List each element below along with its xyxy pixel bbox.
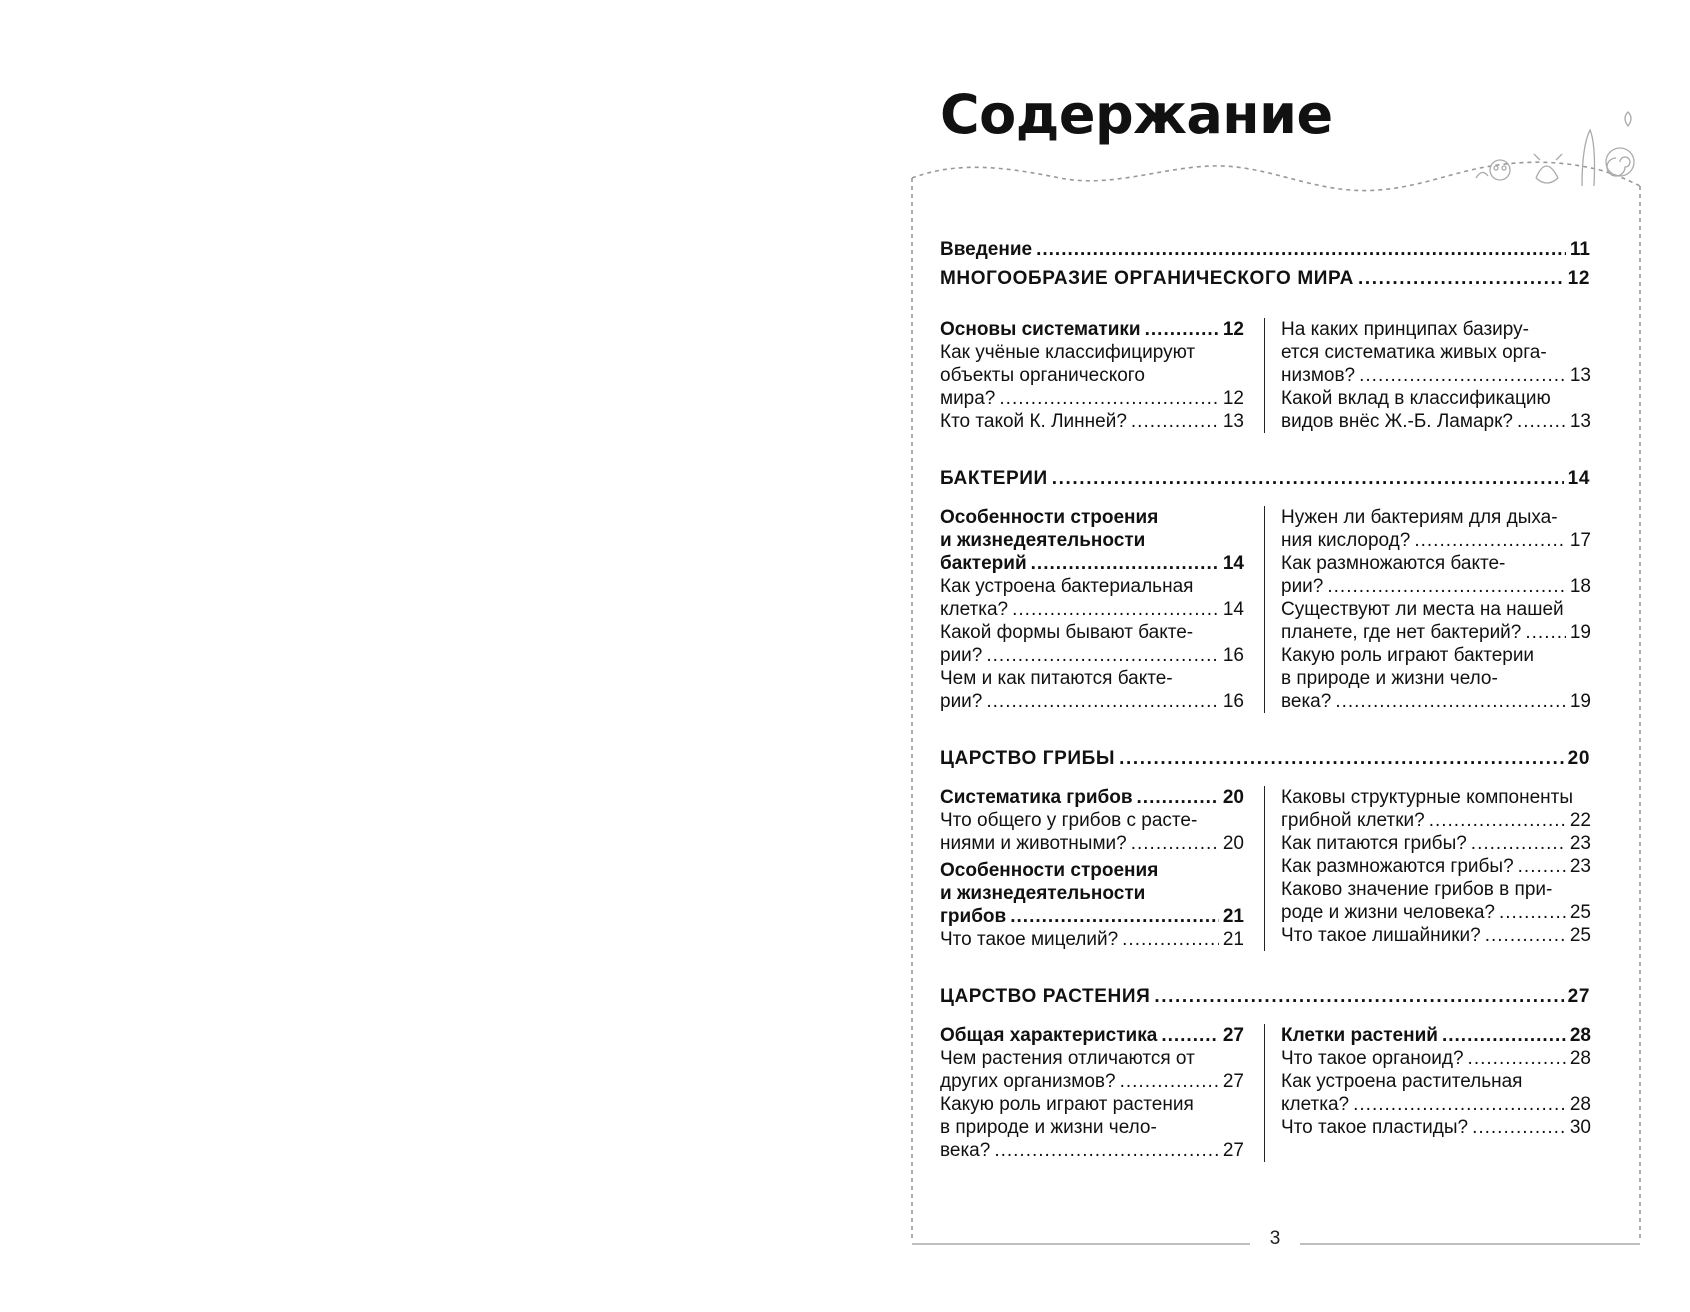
toc-page: 14 [1222, 553, 1244, 574]
toc-entry[interactable] [1281, 1070, 1591, 1116]
toc-entry[interactable] [1281, 878, 1591, 924]
toc-label: Как питаются грибы? [1281, 833, 1467, 854]
toc-page: 27 [1222, 1025, 1244, 1046]
skull-icon [1490, 160, 1510, 180]
toc-label: клетка? [940, 599, 1009, 620]
toc-line: Чем растения отличаются от [940, 1048, 1195, 1069]
toc-label: роде и жизни человека? [1281, 902, 1495, 923]
toc-block-systematics [940, 318, 1590, 433]
toc-subhead[interactable] [940, 1024, 1244, 1047]
toc-line: Какую роль играют растения [940, 1094, 1194, 1115]
toc-label: Что такое пластиды? [1281, 1117, 1469, 1138]
page-number: 3 [1269, 1228, 1281, 1249]
toc-page: 23 [1569, 856, 1591, 877]
toc-label: Основы систематики [940, 319, 1141, 340]
toc-section-bacteria[interactable] [940, 467, 1590, 490]
toc-page: 25 [1569, 902, 1591, 923]
toc-entry[interactable] [1281, 552, 1591, 598]
toc-entry[interactable] [1281, 924, 1591, 947]
toc-label: Как размножаются грибы? [1281, 856, 1514, 877]
toc-section-plants[interactable] [940, 985, 1590, 1008]
toc-page: 19 [1569, 691, 1591, 712]
toc-label: Общая характеристика [940, 1025, 1158, 1046]
toc-entry[interactable] [940, 621, 1244, 667]
pin-icon [1625, 112, 1631, 126]
toc-label: века? [940, 1140, 991, 1161]
toc-label: рии? [940, 645, 983, 666]
wavy-border [912, 162, 1640, 190]
toc-line: Как учёные классифицируют [940, 342, 1196, 363]
toc-entry[interactable] [940, 667, 1244, 713]
toc-column-left [940, 506, 1244, 713]
toc-label: ниями и животными? [940, 833, 1127, 854]
toc-page: 13 [1222, 411, 1244, 432]
toc-line: Какой формы бывают бакте- [940, 622, 1194, 643]
toc-label: низмов? [1281, 365, 1356, 386]
toc-page: 27 [1567, 986, 1590, 1007]
toc-line: Что общего у грибов с расте- [940, 810, 1198, 831]
toc-line: Нужен ли бактериям для дыха- [1281, 507, 1558, 528]
toc-label: МНОГООБРАЗИЕ ОРГАНИЧЕСКОГО МИРА [940, 268, 1354, 289]
toc-entry[interactable] [1281, 1116, 1591, 1139]
toc-label: Клетки растений [1281, 1025, 1438, 1046]
toc-page: 28 [1569, 1025, 1591, 1046]
toc-label: БАКТЕРИИ [940, 468, 1048, 489]
toc-page: 12 [1567, 268, 1590, 289]
toc-label: бактерий [940, 553, 1027, 574]
toc-block-plants [940, 1024, 1590, 1162]
toc-label: Кто такой К. Линней? [940, 411, 1127, 432]
toc-label: ЦАРСТВО ГРИБЫ [940, 748, 1116, 769]
toc-label: других организмов? [940, 1071, 1116, 1092]
toc-line: Как устроена растительная [1281, 1071, 1523, 1092]
toc-entry[interactable] [940, 1047, 1244, 1093]
toc-page: 13 [1569, 365, 1591, 386]
toc-page: 14 [1222, 599, 1244, 620]
toc-entry[interactable] [1281, 1047, 1591, 1070]
toc-entry[interactable] [1281, 506, 1591, 552]
toc-entry[interactable] [940, 1093, 1244, 1162]
toc-line: и жизнедеятельности [940, 883, 1146, 904]
toc-subhead[interactable] [940, 318, 1244, 341]
toc-page: 27 [1222, 1140, 1244, 1161]
toc-page: 21 [1222, 906, 1244, 927]
toc-line: Каково значение грибов в при- [1281, 879, 1553, 900]
toc-page: 11 [1569, 239, 1590, 260]
toc-entry[interactable] [1281, 855, 1591, 878]
toc-block-fungi [940, 786, 1590, 951]
toc-block-bacteria [940, 506, 1590, 713]
toc-page: 16 [1222, 645, 1244, 666]
toc-page: 30 [1569, 1117, 1591, 1138]
toc-entry[interactable] [1281, 318, 1591, 387]
toc-page: 21 [1222, 929, 1244, 950]
toc-subhead[interactable] [940, 859, 1244, 928]
toc-label: видов внёс Ж.-Б. Ламарк? [1281, 411, 1513, 432]
toc-line: в природе и жизни чело- [940, 1117, 1157, 1138]
toc-page: 23 [1569, 833, 1591, 854]
toc-entry[interactable] [940, 575, 1244, 621]
toc-line: Какой вклад в классификацию [1281, 388, 1551, 409]
toc-page: 12 [1222, 319, 1244, 340]
toc-subhead[interactable] [940, 786, 1244, 809]
toc-page: 28 [1569, 1048, 1591, 1069]
toc-line: в природе и жизни чело- [1281, 668, 1498, 689]
toc-page: 13 [1569, 411, 1591, 432]
toc-subhead[interactable] [940, 506, 1244, 575]
toc-line: ется систематика живых орга- [1281, 342, 1547, 363]
toc-entry[interactable] [1281, 644, 1591, 713]
toc-line: На каких принципах базиру- [1281, 319, 1529, 340]
toc-column-left [940, 786, 1244, 951]
toc-section-fungi[interactable] [940, 747, 1590, 770]
toc-label: ЦАРСТВО РАСТЕНИЯ [940, 986, 1151, 1007]
toc-entry[interactable] [940, 809, 1244, 855]
toc-page: 20 [1222, 787, 1244, 808]
toc-page: 25 [1569, 925, 1591, 946]
toc-line: Особенности строения [940, 507, 1159, 528]
toc-label: грибной клетки? [1281, 810, 1425, 831]
toc-label: века? [1281, 691, 1332, 712]
toc-page: 19 [1569, 622, 1591, 643]
toc-label: мира? [940, 388, 996, 409]
toc-column-right [1264, 1024, 1591, 1162]
toc-column-right [1264, 318, 1591, 433]
toc-page: 27 [1222, 1071, 1244, 1092]
toc-entry[interactable] [940, 928, 1244, 951]
toc-column-right [1264, 506, 1591, 713]
toc-section-diversity[interactable] [940, 267, 1590, 290]
toc-line: и жизнедеятельности [940, 530, 1146, 551]
toc-page: 16 [1222, 691, 1244, 712]
toc-line: Особенности строения [940, 860, 1159, 881]
toc-page: 18 [1569, 576, 1591, 597]
toc-label: Что такое мицелий? [940, 929, 1119, 950]
toc-line: Какую роль играют бактерии [1281, 645, 1535, 666]
toc-page: 20 [1222, 833, 1244, 854]
table-of-contents [940, 238, 1590, 1162]
toc-entry[interactable] [1281, 387, 1591, 433]
toc-label: планете, где нет бактерий? [1281, 622, 1522, 643]
toc-line: Каковы структурные компоненты [1281, 787, 1574, 808]
toc-entry[interactable] [1281, 832, 1591, 855]
toc-entry[interactable] [940, 410, 1244, 433]
toc-page: 28 [1569, 1094, 1591, 1115]
snail-icon [1582, 130, 1595, 186]
toc-line: Существуют ли места на нашей [1281, 599, 1564, 620]
toc-line: Чем и как питаются бакте- [940, 668, 1173, 689]
toc-intro[interactable] [940, 238, 1590, 261]
toc-label: Что такое органоид? [1281, 1048, 1464, 1069]
toc-label: Введение [940, 239, 1033, 260]
toc-page: 22 [1569, 810, 1591, 831]
toc-label: ния кислород? [1281, 530, 1411, 551]
toc-page: 17 [1569, 530, 1591, 551]
toc-label: клетка? [1281, 1094, 1350, 1115]
page-title: Содержание [940, 83, 1333, 146]
toc-entry[interactable] [940, 341, 1244, 410]
toc-label: Систематика грибов [940, 787, 1133, 808]
toc-page: 12 [1222, 388, 1244, 409]
toc-subhead[interactable] [1281, 1024, 1591, 1047]
toc-label: рии? [940, 691, 983, 712]
toc-label: рии? [1281, 576, 1324, 597]
toc-entry[interactable] [1281, 786, 1591, 832]
toc-column-left [940, 1024, 1244, 1162]
toc-page: 20 [1567, 748, 1590, 769]
toc-column-right [1264, 786, 1591, 951]
toc-column-left [940, 318, 1244, 433]
toc-label: Что такое лишайники? [1281, 925, 1481, 946]
doodle-icons [1476, 112, 1634, 186]
toc-line: объекты органического [940, 365, 1145, 386]
frog-icon [1534, 154, 1562, 183]
toc-page: 14 [1567, 468, 1590, 489]
toc-line: Как устроена бактериальная [940, 576, 1194, 597]
toc-label: грибов [940, 906, 1007, 927]
toc-entry[interactable] [1281, 598, 1591, 644]
toc-line: Как размножаются бакте- [1281, 553, 1506, 574]
